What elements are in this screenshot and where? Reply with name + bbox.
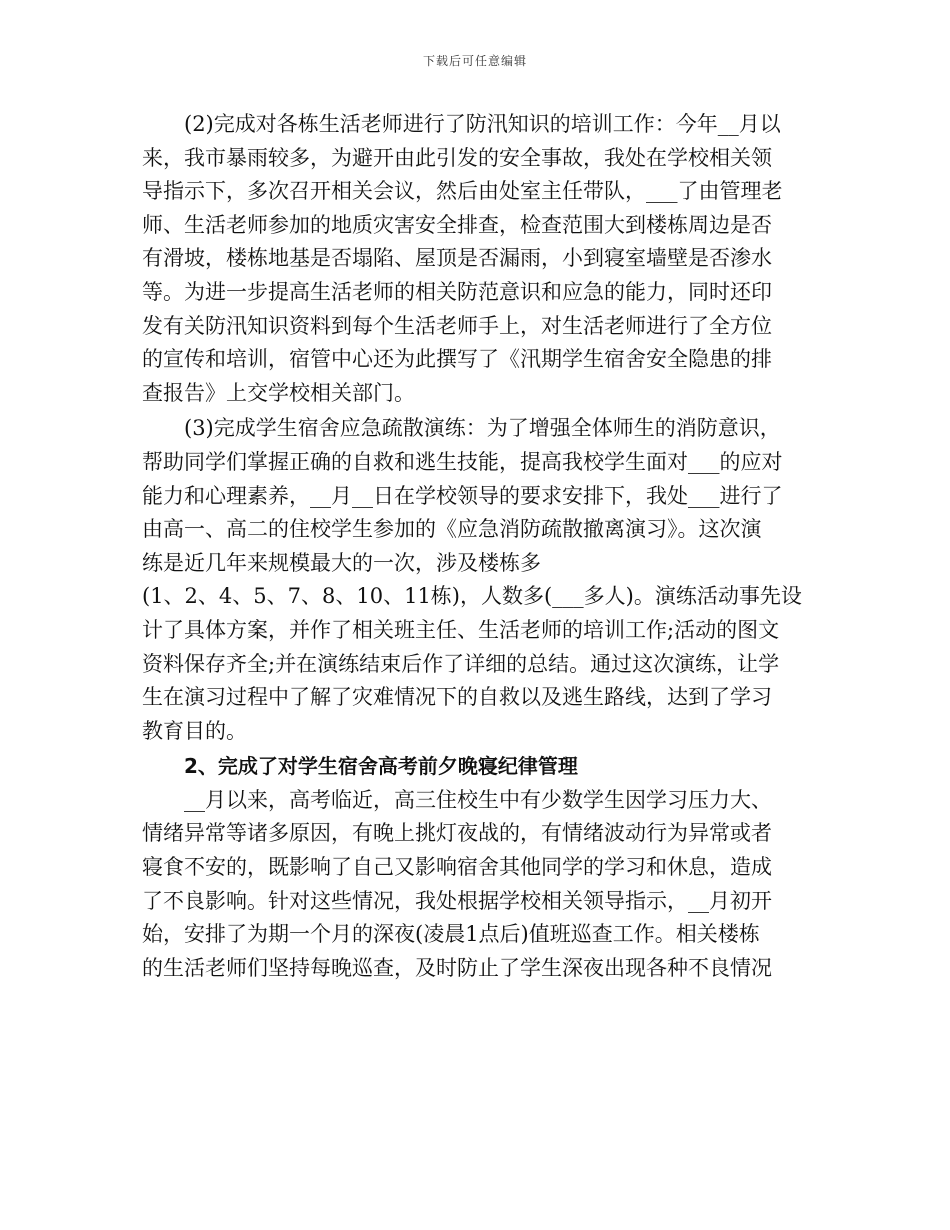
text-line: __月以来，高考临近，高三住校生中有少数学生因学习压力大、	[184, 787, 772, 812]
text-line: 师、生活老师参加的地质灾害安全排查，检查范围大到楼栋周边是否	[142, 212, 772, 237]
text-line: 资料保存齐全;并在演练结束后作了详细的总结。通过这次演练，让学	[142, 651, 780, 676]
text-line: 等。为进一步提高生活老师的相关防范意识和应急的能力，同时还印	[142, 279, 772, 304]
text-line: 由高一、高二的住校学生参加的《应急消防疏散撤离演习》。这次演	[142, 517, 762, 542]
text-line: 的宣传和培训，宿管中心还为此撰写了《汛期学生宿舍安全隐患的排	[142, 347, 772, 372]
text-line: 情绪异常等诸多原因，有晚上挑灯夜战的，有情绪波动行为异常或者	[142, 821, 772, 846]
section-heading: 2、完成了对学生宿舍高考前夕晚寝纪律管理	[184, 754, 578, 779]
text-line: 帮助同学们掌握正确的自救和逃生技能，提高我校学生面对___的应对	[142, 449, 783, 474]
text-line: 来，我市暴雨较多，为避开由此引发的安全事故，我处在学校相关领	[142, 145, 772, 170]
text-line: 发有关防汛知识资料到每个生活老师手上，对生活老师进行了全方位	[142, 313, 772, 338]
text-line: 始，安排了为期一个月的深夜(凌晨1点后)值班巡查工作。相关楼栋	[142, 922, 760, 947]
paragraph-exam-discipline	[142, 784, 812, 986]
text-line: 生在演习过程中了解了灾难情况下的自救以及逃生路线，达到了学习	[142, 685, 772, 710]
text-line: 有滑坡，楼栋地基是否塌陷、屋顶是否漏雨，小到寝室墙壁是否渗水	[142, 246, 772, 271]
text-line: 导指示下，多次召开相关会议，然后由处室主任带队，___了由管理老	[142, 179, 783, 204]
text-line: 教育目的。	[142, 718, 247, 743]
paragraph-flood-training	[142, 108, 812, 410]
text-line: (1、2、4、5、7、8、10、11栋)，人数多(___多人)。演练活动事先设	[142, 584, 802, 609]
text-line: (3)完成学生宿舍应急疏散演练：为了增强全体师生的消防意识，	[184, 416, 781, 441]
paragraph-evacuation-drill	[142, 412, 812, 748]
text-line: 寝食不安的，既影响了自己又影响宿舍其他同学的学习和休息，造成	[142, 855, 772, 880]
text-line: 了不良影响。针对这些情况，我处根据学校相关领导指示，__月初开	[142, 888, 772, 913]
text-line: 练是近几年来规模最大的一次，涉及楼栋多	[142, 550, 541, 575]
page-header: 下载后可任意编辑	[422, 54, 527, 68]
text-line: 计了具体方案，并作了相关班主任、生活老师的培训工作;活动的图文	[142, 617, 780, 642]
text-line: 查报告》上交学校相关部门。	[142, 380, 415, 405]
text-line: 的生活老师们坚持每晚巡查，及时防止了学生深夜出现各种不良情况	[142, 955, 772, 980]
document-body	[142, 108, 812, 985]
text-line: 能力和心理素养，__月__日在学校领导的要求安排下，我处___进行了	[142, 483, 783, 508]
text-line: (2)完成对各栋生活老师进行了防汛知识的培训工作：今年__月以	[184, 112, 781, 136]
